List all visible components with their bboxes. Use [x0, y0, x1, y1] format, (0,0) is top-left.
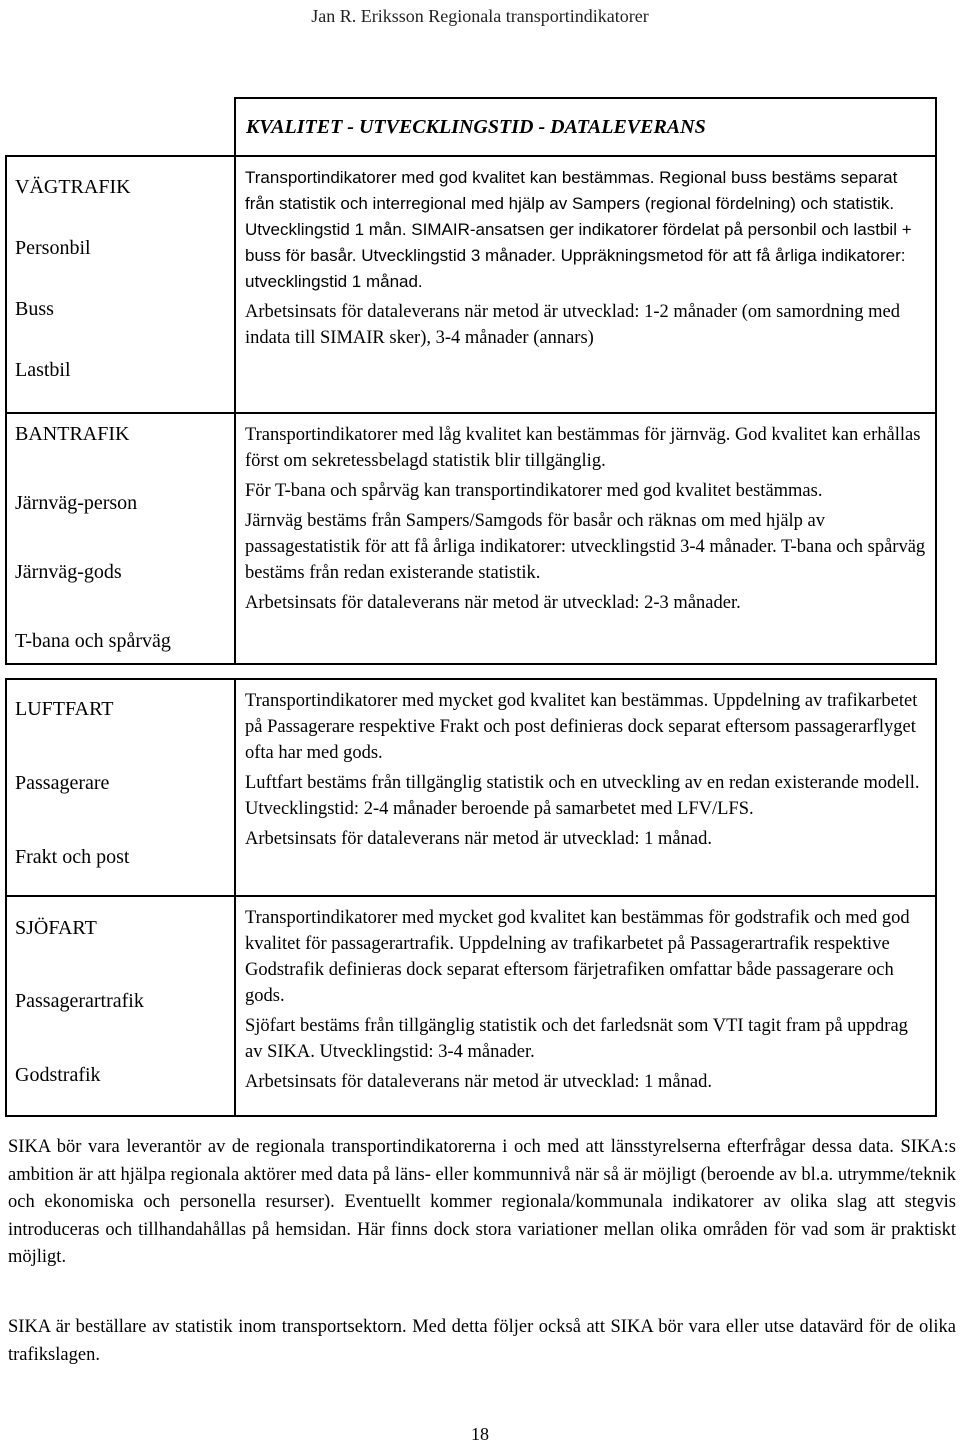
luft-label-frakt: Frakt och post	[15, 846, 130, 868]
sjo-label-godstrafik: Godstrafik	[15, 1064, 101, 1086]
body-paragraph-1: SIKA bör vara leverantör av de regionala transportindikatorerna i och med att länsstyrelserna efterfrågar dessa data. SIKA:s ambition är att hjälpa regionala aktörer med data på läns- eller kommunnivå när så är möjligt (beroende av bl.a. utrymme/teknik och ekonomiska och personella resurser). Eventuellt kommer regionala/kommunala indikatorer av olika slag att stegvis introduceras och tillhandahållas på hemsidan. Här finns dock stora variationer mellan olika områden för vad som är praktiskt möjligt.	[8, 1137, 956, 1267]
sjo-text-cell	[234, 895, 937, 1117]
vag-label-category: VÄGTRAFIK	[15, 176, 131, 198]
vag-label-personbil: Personbil	[15, 237, 91, 259]
luft-paragraph-method: Luftfart bestäms från tillgänglig statistik och en utveckling av en redan existerande modell. Utvecklingstid: 2-4 månader beroende på samarbetet med LFV/LFS.	[245, 773, 920, 819]
luft-effort: Arbetsinsats för dataleverans när metod är utvecklad: 1 månad.	[245, 829, 712, 849]
sjo-label-category: SJÖFART	[15, 917, 97, 939]
luft-labels-cell	[5, 678, 236, 897]
ban-label-person: Järnväg-person	[15, 492, 138, 514]
vag-paragraph: Transportindikatorer med god kvalitet kan bestämmas. Regional buss bestäms separat från statistik och interregional med hjälp av Sampers (regional fördelning) och statistik. Utvecklingstid 1 mån. SIMAIR-ansatsen ger indikatorer fördelat på personbil och lastbil + buss för basår. Utvecklingstid 3 månader. Uppräkningsmetod för att få årliga indikatorer: utvecklingstid 1 månad.	[245, 168, 912, 291]
ban-paragraph-tbana: För T-bana och spårväg kan transportindikatorer med god kvalitet bestämmas.	[245, 481, 823, 501]
sjo-paragraph-method: Sjöfart bestäms från tillgänglig statistik och det farledsnät som VTI tagit fram på uppdrag av SIKA. Utvecklingstid: 3-4 månader.	[245, 1016, 908, 1062]
body-paragraph-2: SIKA är beställare av statistik inom transportsektorn. Med detta följer också att SIKA bör vara eller utse datavärd för de olika trafikslagen.	[8, 1317, 956, 1365]
ban-labels-cell	[5, 412, 236, 665]
ban-label-gods: Järnväg-gods	[15, 561, 122, 583]
ban-label-category: BANTRAFIK	[15, 423, 130, 445]
ban-paragraph-method: Järnväg bestäms från Sampers/Samgods för basår och räknas om med hjälp av passagestatistik för att få årliga indikatorer: utvecklingstid 3-4 månader. T-bana och spårväg bestäms från redan existerande statistik.	[245, 511, 926, 583]
vag-text-cell	[234, 155, 937, 414]
sjo-labels-cell	[5, 895, 236, 1117]
ban-paragraph-quality: Transportindikatorer med låg kvalitet kan bestämmas för järnväg. God kvalitet kan erhållas först om sekretessbelagd statistik blir tillgänglig.	[245, 425, 921, 471]
vag-labels-cell	[5, 155, 236, 414]
vag-effort: Arbetsinsats för dataleverans när metod är utvecklad: 1-2 månader (om samordning med indata till SIMAIR sker), 3-4 månader (annars)	[245, 302, 900, 348]
luft-paragraph-quality: Transportindikatorer med mycket god kvalitet kan bestämmas. Uppdelning av trafikarbetet på Passagerare respektive Frakt och post definieras dock separat eftersom passagerarflyget ofta har med gods.	[245, 691, 918, 763]
running-header: Jan R. Eriksson Regionala transportindikatorer	[311, 6, 649, 26]
sjo-paragraph-quality: Transportindikatorer med mycket god kvalitet kan bestämmas för godstrafik och med god kvalitet för passagerartrafik. Uppdelning av trafikarbetet på Passagerartrafik respektive Godstrafik definieras dock separat eftersom färjetrafiken omfattar både passagerare och gods.	[245, 908, 910, 1006]
sjo-effort: Arbetsinsats för dataleverans när metod är utvecklad: 1 månad.	[245, 1072, 712, 1092]
sjo-label-passagerartrafik: Passagerartrafik	[15, 990, 144, 1012]
luft-text-cell	[234, 678, 937, 897]
luft-label-category: LUFTFART	[15, 698, 114, 720]
ban-text-cell	[234, 412, 937, 665]
table-heading: KVALITET - UTVECKLINGSTID - DATALEVERANS	[234, 97, 937, 157]
luft-label-passagerare: Passagerare	[15, 772, 110, 794]
ban-effort: Arbetsinsats för dataleverans när metod är utvecklad: 2-3 månader.	[245, 593, 741, 613]
vag-label-lastbil: Lastbil	[15, 359, 71, 381]
page-number: 18	[471, 1424, 489, 1444]
vag-label-buss: Buss	[15, 298, 54, 320]
ban-label-tbana: T-bana och spårväg	[15, 630, 171, 652]
